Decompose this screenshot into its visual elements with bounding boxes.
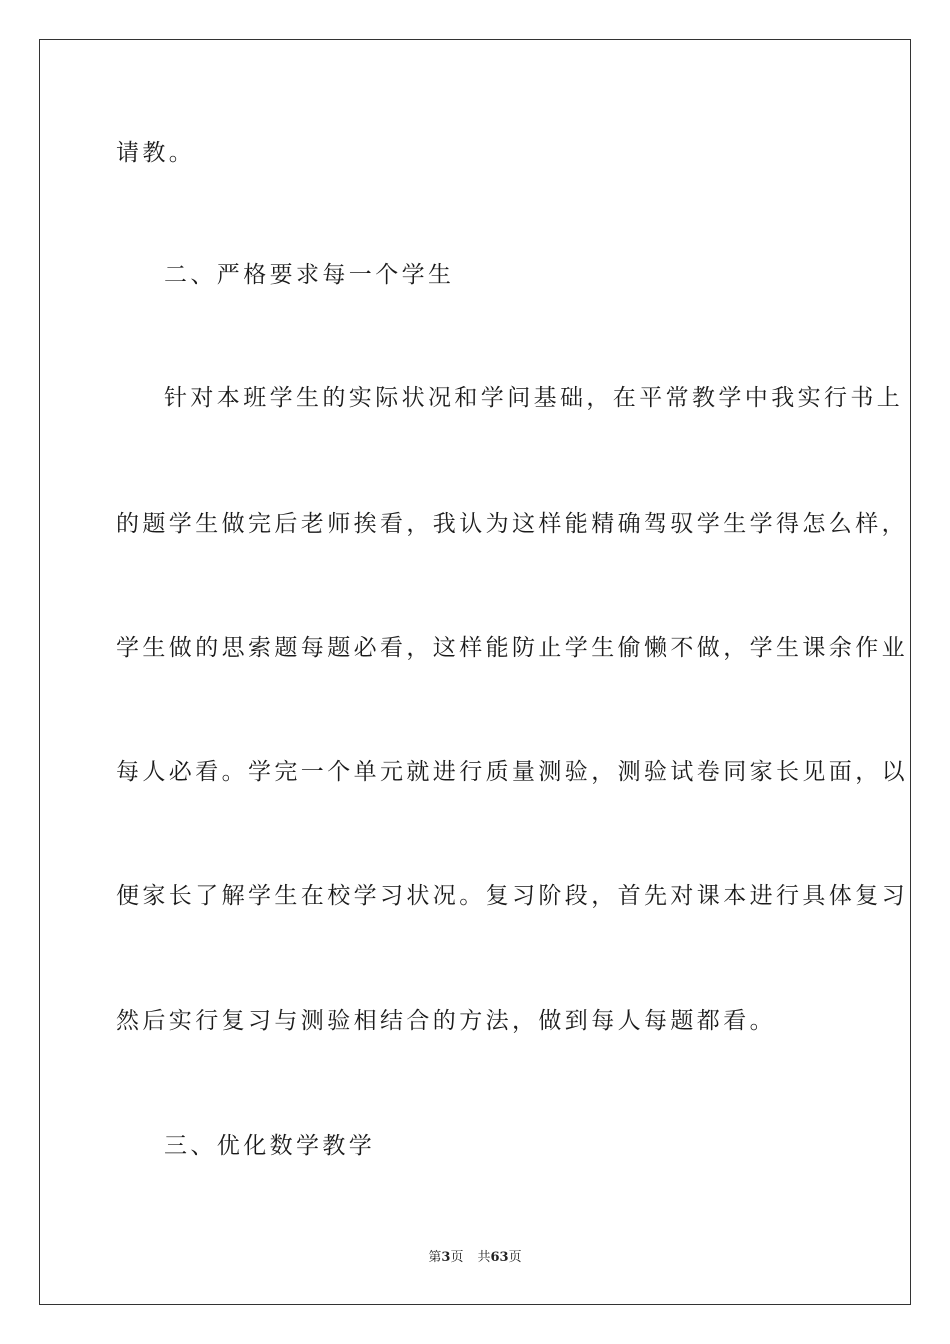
text-line-3: 针对本班学生的实际状况和学问基础，在平常教学中我实行书上 — [164, 385, 904, 411]
section-heading-3: 三、优化数学教学 — [164, 1133, 376, 1159]
page-number: 3 — [441, 1250, 451, 1265]
total-pages: 63 — [490, 1250, 509, 1265]
text-line-5: 学生做的思索题每题必看，这样能防止学生偷懒不做，学生课余作业 — [116, 635, 908, 661]
text-line-1: 请教。 — [116, 140, 196, 166]
total-suffix: 页 — [508, 1250, 522, 1265]
section-heading-2: 二、严格要求每一个学生 — [164, 262, 455, 288]
total-prefix: 共 — [477, 1250, 491, 1265]
text-line-4: 的题学生做完后老师挨看，我认为这样能精确驾驭学生学得怎么样， — [116, 511, 908, 537]
text-line-7: 便家长了解学生在校学习状况。复习阶段，首先对课本进行具体复习 — [116, 883, 908, 909]
text-line-6: 每人必看。学完一个单元就进行质量测验，测验试卷同家长见面，以 — [116, 759, 908, 785]
page-footer — [0, 1246, 950, 1265]
text-line-8: 然后实行复习与测验相结合的方法，做到每人每题都看。 — [116, 1008, 776, 1034]
page-prefix: 第 — [428, 1250, 442, 1265]
page-suffix: 页 — [450, 1250, 464, 1265]
page-border — [39, 39, 911, 1305]
